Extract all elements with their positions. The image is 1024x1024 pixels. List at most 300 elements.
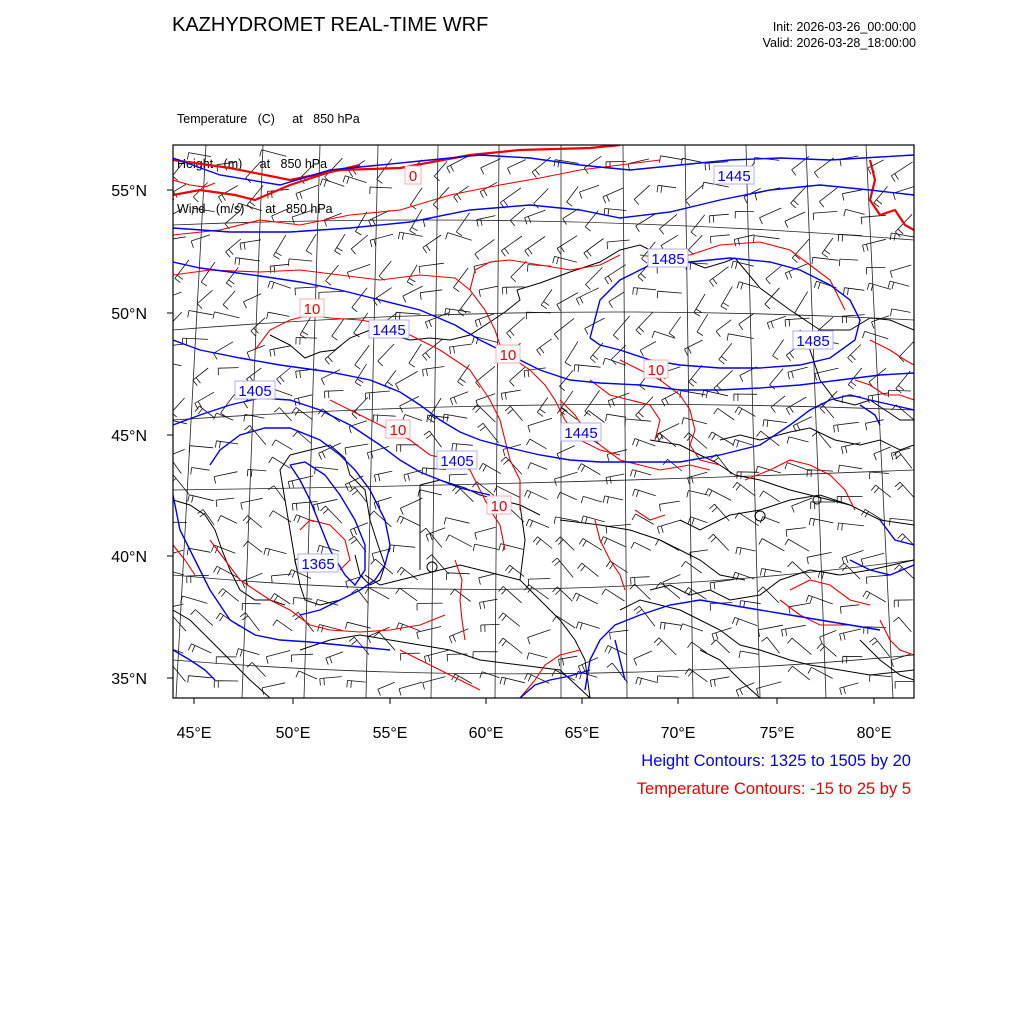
wind-barb [767, 316, 786, 329]
wind-barb [785, 318, 810, 327]
wind-barb [601, 537, 626, 547]
wind-barb [526, 312, 550, 319]
wind-barb [863, 239, 886, 252]
wind-barb [820, 630, 837, 643]
wind-barb [891, 309, 911, 316]
wind-barb [274, 408, 291, 422]
height-label-box [793, 331, 833, 350]
wind-barb [871, 485, 891, 497]
lon-tick-label: 65°E [564, 725, 600, 742]
wind-barb [270, 346, 292, 357]
wind-barb [719, 343, 732, 364]
wind-barb [525, 210, 546, 224]
wind-barb [636, 677, 657, 685]
wind-barb [610, 630, 629, 639]
wind-barb [501, 457, 522, 475]
wind-barb [659, 501, 679, 511]
wind-barb [369, 511, 391, 527]
wind-barb [218, 589, 238, 602]
lon-tick-label: 80°E [856, 725, 892, 742]
wind-barb [760, 491, 780, 502]
wind-barb [890, 265, 911, 278]
wind-barb [343, 176, 367, 184]
wind-barb [690, 550, 708, 559]
wind-barb [891, 162, 912, 182]
wind-barb [214, 681, 238, 688]
wind-barb [758, 625, 783, 637]
wind-barb [602, 589, 625, 601]
wind-barb [479, 574, 497, 585]
wind-barb [686, 263, 708, 270]
wind-barb [553, 616, 576, 628]
wind-barb [378, 344, 394, 366]
wind-barb [820, 391, 837, 413]
wind-barb [458, 365, 470, 386]
wind-barb [243, 541, 262, 552]
wind-barb [709, 214, 729, 223]
wind-barb [763, 420, 787, 427]
wind-barb [844, 288, 865, 295]
wind-barb [625, 419, 651, 426]
wind-barb [423, 367, 445, 377]
wind-barb [292, 407, 313, 419]
wind-barb [197, 290, 212, 309]
wind-barb [528, 463, 547, 470]
wind-barb [162, 362, 181, 370]
wind-barb [260, 150, 287, 157]
wind-barb [189, 446, 213, 453]
height-contours [173, 155, 914, 698]
wind-barb [163, 292, 182, 306]
wind-barb [714, 408, 735, 420]
wind-barb [480, 182, 497, 198]
wind-barb [662, 392, 679, 407]
wind-barb [507, 317, 525, 338]
wind-barb [449, 629, 468, 643]
height-label: 1445 [564, 425, 598, 442]
wind-barb [556, 537, 575, 551]
wind-barb [869, 638, 889, 657]
wind-barb [734, 235, 754, 246]
wind-barb [477, 216, 496, 227]
wind-barb [537, 339, 552, 356]
wind-barb [657, 676, 679, 683]
wind-barb [168, 475, 189, 494]
wind-barb [192, 208, 214, 215]
wind-barb [241, 498, 263, 509]
temp-label: 10 [490, 498, 508, 515]
wind-barb [785, 212, 805, 228]
wind-barb [819, 188, 837, 207]
wind-barb [787, 638, 811, 655]
wind-barb [557, 236, 577, 255]
valid-time: Valid: 2026-03-28_18:00:00 [762, 36, 916, 50]
wind-barb [682, 418, 707, 425]
wind-barb [584, 239, 604, 259]
wind-barb [403, 286, 423, 302]
lat-tick-label: 50°N [111, 306, 147, 323]
wind-barb [586, 267, 603, 289]
wind-barb [773, 340, 784, 360]
wind-barb [479, 463, 501, 473]
wind-barb [458, 294, 472, 317]
wind-barb [318, 625, 343, 633]
wind-barb [247, 345, 265, 358]
wind-barb [840, 156, 858, 166]
wind-barb [476, 366, 496, 387]
wind-barb [291, 654, 313, 662]
wind-barb [838, 465, 862, 472]
wind-barb [573, 593, 598, 604]
wind-barb [271, 594, 291, 605]
wind-barb [656, 582, 680, 598]
wind-barb [691, 215, 705, 237]
wind-barb [159, 550, 184, 564]
height-label-box [561, 423, 601, 442]
wind-barb [352, 589, 369, 604]
wind-barb [195, 392, 214, 409]
wind-barb [654, 638, 676, 655]
wind-barb [293, 612, 314, 632]
wind-barb [733, 440, 753, 448]
wind-barb [634, 651, 652, 665]
wind-barb [164, 570, 184, 578]
graticule [173, 145, 914, 698]
field-wind: Wind (m/s) at 850 hPa [177, 202, 333, 216]
wind-barb [525, 237, 545, 257]
wind-barb [636, 397, 654, 420]
wind-barb [187, 153, 211, 160]
wind-barb [418, 490, 442, 497]
wind-barb [345, 622, 370, 629]
wind-barb [272, 208, 290, 222]
wind-barb [236, 203, 261, 211]
wind-barb [188, 676, 212, 683]
wind-barb [165, 522, 187, 529]
wind-barb [580, 185, 600, 198]
height-label: 1365 [301, 556, 335, 573]
wind-barb [423, 235, 441, 253]
wind-barb [168, 617, 186, 631]
wind-barb [788, 367, 808, 379]
wind-barb [606, 474, 624, 484]
wind-barb [191, 468, 210, 475]
wind-barb [888, 281, 909, 289]
wind-barb [501, 236, 522, 256]
wind-barb [684, 433, 707, 449]
wind-barb [266, 651, 290, 664]
wind-barb [306, 234, 316, 254]
wind-barb [274, 235, 286, 259]
wind-barb [423, 214, 448, 227]
lat-tick-label: 55°N [111, 183, 147, 200]
wind-barb [744, 188, 761, 203]
wind-barb [895, 682, 914, 689]
wind-barb [481, 624, 500, 632]
wind-barb [268, 281, 291, 289]
wind-barb [355, 364, 366, 386]
wind-barb [335, 234, 345, 255]
wind-barb [161, 344, 183, 354]
wind-barb [214, 472, 237, 484]
wind-barb [378, 682, 395, 695]
lat-tick-label: 45°N [111, 428, 147, 445]
wind-barb [398, 232, 422, 240]
wind-barb [759, 539, 785, 552]
wind-barb [420, 290, 442, 300]
wind-barb [657, 185, 676, 193]
wind-barb [631, 542, 651, 550]
wind-barb [842, 315, 864, 324]
wind-barb [655, 539, 679, 550]
wind-barb [389, 545, 415, 552]
wind-barb [578, 563, 599, 576]
wind-barb [500, 677, 525, 685]
wind-barb [355, 345, 370, 369]
wind-barb [840, 683, 859, 695]
lat-tick-label: 35°N [111, 671, 147, 688]
wind-barb [633, 489, 656, 497]
wind-barb [499, 638, 523, 653]
height-label-box [235, 381, 275, 400]
wind-barb [792, 498, 813, 513]
wind-barb [475, 527, 496, 539]
wind-barb [863, 591, 886, 602]
wind-barb [449, 474, 467, 482]
wind-barb [578, 464, 600, 475]
wind-barb [685, 340, 703, 355]
wind-barb [848, 345, 861, 363]
wind-barb [659, 214, 677, 234]
wind-barb [475, 239, 495, 259]
wind-barb [424, 650, 449, 663]
wind-barb [688, 517, 707, 525]
wind-barb [172, 161, 185, 181]
wind-barb [371, 559, 393, 574]
init-time: Init: 2026-03-26_00:00:00 [772, 20, 916, 34]
wind-barb [839, 259, 858, 266]
wind-barb [557, 492, 577, 499]
lat-tick-label: 40°N [111, 549, 147, 566]
wind-barb [874, 447, 891, 460]
wind-barb [397, 445, 418, 452]
temp-label: 10 [647, 362, 665, 379]
wind-barb [262, 683, 285, 695]
wind-barb [753, 236, 779, 243]
temperature-legend: Temperature Contours: -15 to 25 by 5 [636, 780, 911, 798]
wind-barb [861, 509, 884, 521]
wind-barb [216, 657, 236, 664]
temp-label: 10 [499, 347, 517, 364]
wind-barb [740, 367, 757, 382]
wind-barb [401, 653, 420, 660]
wind-barb [735, 211, 754, 218]
wind-barb [349, 536, 366, 551]
wind-barb [277, 368, 291, 385]
wind-barb [226, 239, 241, 257]
wind-barb [419, 263, 444, 273]
wind-barb [319, 291, 344, 299]
temp-label: 10 [389, 422, 407, 439]
wind-barb [631, 577, 650, 585]
wind-barb [640, 342, 656, 357]
wind-barb [787, 437, 809, 444]
wind-barb [505, 406, 523, 421]
wind-barb [264, 548, 287, 556]
wind-barb [296, 185, 318, 200]
wind-barb [181, 596, 208, 603]
wind-barb [473, 652, 498, 659]
wind-barb [581, 496, 602, 503]
wind-barb [444, 518, 469, 525]
wind-barb [225, 211, 240, 229]
wind-barb [708, 534, 729, 550]
wind-barb [844, 209, 865, 216]
wind-barb [400, 498, 422, 515]
temp-label: 0 [408, 168, 418, 185]
wind-barb [169, 398, 185, 420]
wind-barb [822, 238, 833, 258]
wind-barb [352, 288, 367, 312]
wind-barb [524, 490, 547, 500]
wind-barb [288, 259, 312, 266]
wind-barb [866, 575, 889, 584]
height-label: 1445 [717, 168, 751, 185]
wind-barb [251, 318, 265, 336]
wind-barb [785, 539, 809, 551]
wind-barb [721, 287, 732, 310]
wind-barb [244, 294, 262, 309]
wind-barb [213, 312, 240, 319]
wind-barb [806, 595, 833, 604]
temp-label: 10 [303, 301, 321, 318]
wind-barb [481, 159, 501, 175]
wind-barb [711, 454, 732, 474]
wind-barb [576, 622, 599, 630]
temp-label-box [644, 360, 668, 379]
wind-barb [584, 156, 601, 174]
wind-barb [760, 208, 782, 224]
lon-tick-label: 75°E [759, 725, 795, 742]
wind-barb [894, 600, 913, 607]
wind-barb [188, 495, 214, 503]
wind-barb [510, 208, 525, 226]
wind-barb [216, 498, 234, 507]
wind-barb [223, 291, 235, 309]
wind-barb [320, 677, 342, 686]
wind-barb [541, 289, 552, 308]
wind-barb [243, 516, 262, 528]
wind-barb [325, 345, 342, 364]
wind-barb [584, 411, 604, 423]
height-label-box [648, 249, 688, 268]
wind-barb [242, 573, 262, 588]
wind-barb [657, 291, 682, 298]
wind-barb [689, 365, 703, 386]
wind-barb [874, 187, 888, 208]
wind-barb [347, 680, 366, 687]
wind-barb [165, 663, 186, 682]
temperature-contours [173, 145, 914, 698]
wind-barb [424, 431, 442, 447]
wind-barb [709, 432, 734, 445]
wind-barb [365, 588, 389, 599]
wind-barb [861, 215, 886, 224]
wind-barb [345, 444, 368, 455]
lon-tick-label: 45°E [176, 725, 212, 742]
wind-barb [193, 368, 208, 386]
wind-barb [537, 397, 548, 416]
wind-barb [659, 156, 683, 163]
wind-barb [786, 528, 806, 537]
wind-barb [510, 367, 525, 386]
wind-barb [473, 405, 496, 422]
wind-barb [450, 392, 468, 405]
wind-barb [188, 644, 211, 653]
wind-barb [813, 211, 837, 220]
wind-barb [633, 439, 656, 447]
wind-barb [445, 309, 471, 317]
wind-barb [697, 314, 708, 335]
wind-barb [711, 640, 730, 653]
wind-barb [370, 187, 392, 194]
wind-barb [605, 646, 627, 655]
lon-tick-label: 60°E [468, 725, 504, 742]
temp-label-box [386, 420, 410, 439]
height-label: 1405 [238, 383, 272, 400]
wind-barb [842, 550, 864, 564]
wind-barb [332, 318, 345, 340]
wind-barb [188, 311, 213, 318]
wind-barb [374, 632, 395, 650]
wind-barb [557, 293, 578, 311]
wind-barb [766, 265, 783, 284]
wind-barb [712, 628, 732, 641]
wind-barb [630, 584, 651, 599]
wind-barb [511, 261, 527, 282]
wind-barb [771, 396, 785, 413]
wind-barb [576, 288, 599, 305]
wind-barb [417, 627, 441, 640]
wind-barb [163, 449, 184, 464]
lon-tick-label: 55°E [372, 725, 408, 742]
wind-barb [446, 535, 472, 547]
wind-barb [867, 267, 886, 274]
wind-barb [685, 185, 703, 206]
wind-barb [765, 288, 780, 309]
wind-barb [606, 414, 627, 421]
wind-barb [567, 187, 579, 207]
wind-barb [812, 257, 839, 264]
wind-barb [739, 651, 758, 658]
wind-barb [500, 188, 521, 208]
field-temperature: Temperature (C) at 850 hPa [177, 112, 360, 126]
wind-barb [351, 235, 368, 254]
wind-barb [865, 420, 883, 431]
wind-barb [842, 190, 862, 201]
wind-barb [533, 537, 552, 549]
lon-labels [177, 725, 892, 742]
wind-barb [553, 587, 573, 601]
wind-barb [814, 158, 834, 178]
wind-barb [634, 185, 650, 204]
wind-barb [607, 240, 630, 249]
wind-barb [300, 315, 312, 338]
map-frame [173, 145, 914, 698]
wind-barb [273, 620, 292, 631]
wind-barb [374, 471, 392, 482]
wind-barb [555, 472, 578, 485]
